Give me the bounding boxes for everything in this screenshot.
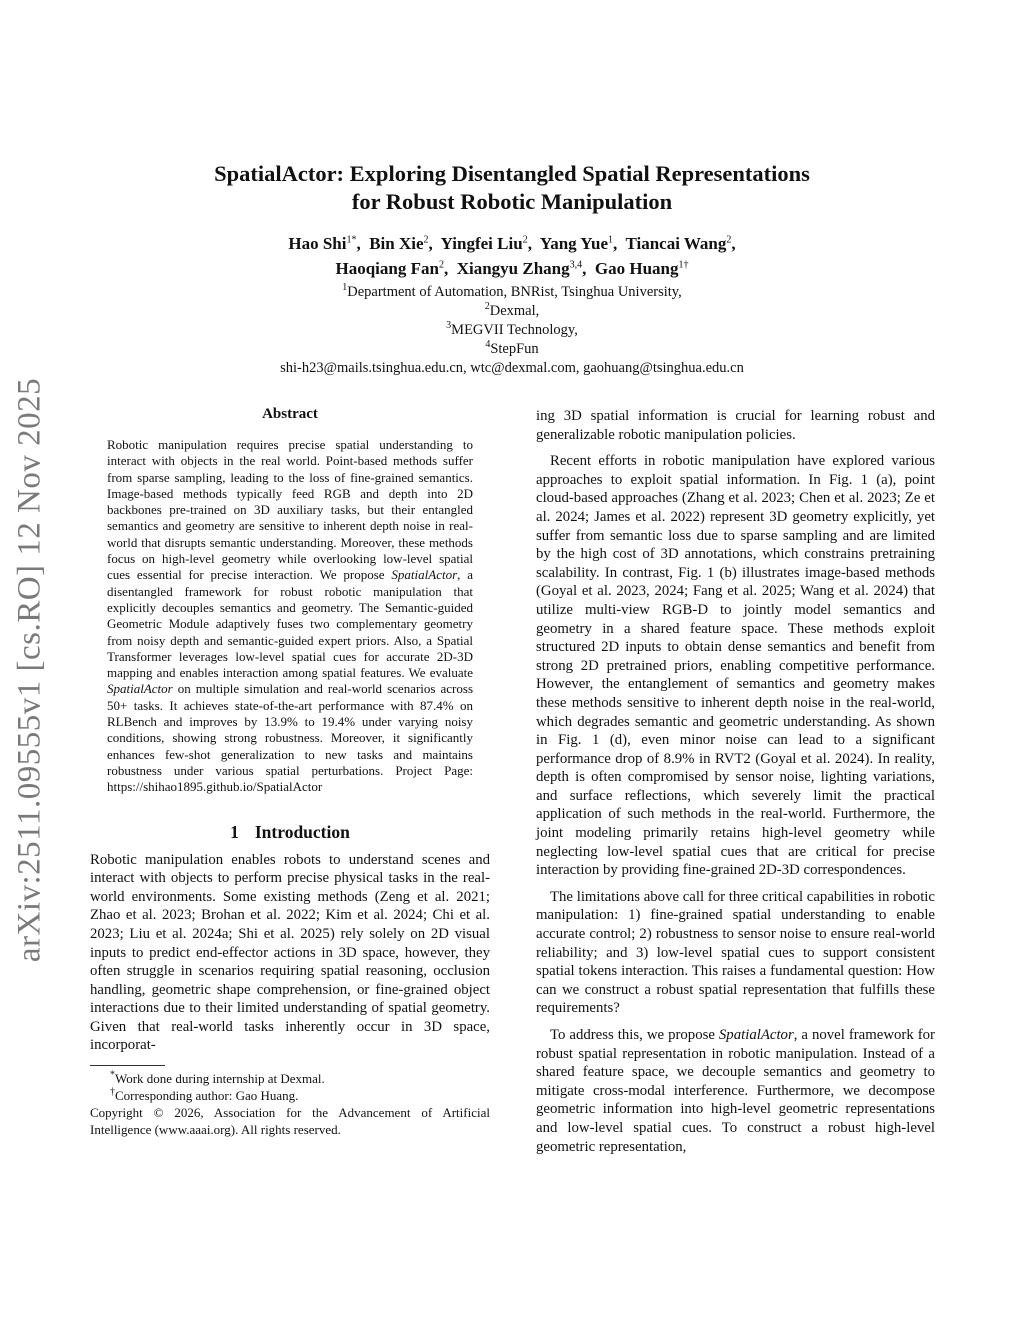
footnote-divider xyxy=(90,1065,165,1066)
author-name: Yang Yue xyxy=(539,234,608,253)
author-name: Haoqiang Fan xyxy=(335,259,439,278)
affiliation: $^3$MEGVII Technology, xyxy=(446,320,578,338)
author-name: Tiancai Wang xyxy=(625,234,727,253)
author-name: Xiangyu Zhang xyxy=(456,259,570,278)
author-sup: 2 xyxy=(438,259,444,271)
author-name: Yingfei Liu xyxy=(440,234,523,253)
section-heading-introduction: 1 Introduction xyxy=(230,821,350,842)
abstract-heading: Abstract xyxy=(262,406,318,422)
abstract-text: Robotic manipulation requires precise spatial understanding to interact with objects in the real world. Point-based methods suffer from sparse sampling, leading to the loss of fine-grained semantics. Image-based methods typically feed RGB and depth into 2D backbones pre-trained on 3D auxiliary tasks, but their entangled semantics and geometry are sensitive to inherent depth noise in real-world that disrupts semantic understanding. Moreover, these methods focus on high-level geometry while overlooking low-level spatial cues essential for precise interaction. We propose SpatialActor, a disentangled framework for robust robotic manipulation that explicitly decouples semantics and geometry. The Semantic-guided Geometric Module adaptively fuses two complementary geometry from noisy depth and semantic-guided expert priors. Also, a Spatial Transformer leverages low-level spatial cues for accurate 2D-3D mapping and enables interaction among spatial features. We evaluate SpatialActor on multiple simulation and real-world scenarios across 50+ tasks. It achieves state-of-the-art performance with 87.4% on RLBench and improves by 13.9% to 19.4% under varying noisy conditions, showing strong robustness. Moreover, it significantly enhances few-shot generalization to new tasks and maintains robustness under various spatial perturbations. Project Page: https://shihao1895.github.io/SpatialActor xyxy=(107,437,473,795)
copyright-notice: Copyright © 2026, Association for the Advancement of Artificial Intelligence (www.aaai.org). All rights reserved. xyxy=(90,1105,490,1138)
affiliation: $^4$StepFun xyxy=(485,339,539,357)
author-name: Gao Huang xyxy=(594,259,679,278)
arxiv-stamp xyxy=(0,370,60,970)
author-sup: 1* xyxy=(346,234,357,246)
author-sup: 1† xyxy=(678,259,689,271)
intro-paragraph-1-cont: ing 3D spatial information is crucial for learning robust and generalizable robotic manipulation policies. xyxy=(536,408,935,443)
author-sup: 1 xyxy=(608,234,613,246)
title-line-2: for Robust Robotic Manipulation xyxy=(351,189,673,214)
intro-paragraph-2: Recent efforts in robotic manipulation have explored various approaches to exploit spatial information. In Fig. 1 (a), point cloud-based approaches (Zhang et al. 2023; Chen et al. 2023; Ze et al. 2024; James et al. 2022) represent 3D geometry explicitly, yet suffer from semantic loss due to sparse sampling and are limited by the high cost of 3D annotations, which constrains pretraining scalability. In contrast, Fig. 1 (b) illustrates image-based methods (Goyal et al. 2023, 2024; Fang et al. 2025; Wang et al. 2024) that utilize multi-view RGB-D to jointly model semantics and geometry in a shared feature space. These methods exploit structured 2D inputs to obtain dense semantics and benefit from strong 2D pretrained priors, enabling competitive performance. However, the entanglement of semantics and geometry makes these methods sensitive to inherent depth noise in the real-world, which degrades semantic and geometric understanding. As shown in Fig. 1 (d), even minor noise can lead to a significant performance drop of 8.9% in RVT2 (Goyal et al. 2024). In reality, depth is often compromised by sensor noise, lighting variations, and surface reflections, which severely limit the practical application of such methods in the real-world. Furthermore, the joint modeling primarily retains high-level geometry while neglecting low-level spatial cues that are critical for precise interaction by providing fine-grained 2D-3D correspondences. xyxy=(536,453,935,879)
affiliation: $^1$Department of Automation, BNRist, Tsinghua University, xyxy=(342,282,682,300)
footnote-1: *Work done during internship at Dexmal. xyxy=(110,1069,325,1087)
author-sup: 2 xyxy=(522,234,528,246)
author-sup: 3,4 xyxy=(569,259,583,271)
author-emails: shi-h23@mails.tsinghua.edu.cn, wtc@dexmal.com, gaohuang@tsinghua.edu.cn xyxy=(280,360,744,376)
intro-paragraph-4: To address this, we propose SpatialActor, a novel framework for robust spatial representation in robotic manipulation. Instead of a shared feature space, we decouple semantics and geometry to mitigate cross-modal interference. Furthermore, we decompose geometric information into high-level geometric representations and low-level spatial cues. To construct a robust high-level geometric representation, xyxy=(536,1027,935,1155)
intro-paragraph-3: The limitations above call for three critical capabilities in robotic manipulation: 1) fine-grained spatial understanding to enable accurate control; 2) robustness to sensor noise to ensure real-world reliability; and 3) low-level spatial cues to support consistent spatial tokens interaction. This raises a fundamental question: How can we construct a robust spatial representation that fulfills these requirements? xyxy=(536,888,935,1017)
author-line-2: Haoqiang Fan$^2$, Xiangyu Zhang$^{3,4}$, Gao Huang$^{1\dagger}$ xyxy=(335,259,689,278)
author-name: Bin Xie xyxy=(369,234,424,253)
author-sup: 2 xyxy=(423,234,429,246)
author-list xyxy=(150,231,874,281)
footnote-2: †Corresponding author: Gao Huang. xyxy=(110,1086,299,1104)
author-line-1: Hao Shi$^{1*}$, Bin Xie$^2$, Yingfei Liu$^2$, Yang Yue$^1$, Tiancai Wang$^2$, xyxy=(288,234,736,253)
arxiv-stamp-text: arXiv:2511.09555v1 [cs.RO] 12 Nov 2025 xyxy=(11,377,48,963)
author-sup: 2 xyxy=(726,234,732,246)
affiliation: $^2$Dexmal, xyxy=(484,301,540,319)
affiliations xyxy=(150,283,874,378)
title-line-1: SpatialActor: Exploring Disentangled Spatial Representations xyxy=(214,161,810,186)
left-column xyxy=(90,406,490,1138)
author-name: Hao Shi xyxy=(288,234,347,253)
paper-title xyxy=(150,160,874,216)
right-column xyxy=(536,407,935,1164)
intro-paragraph-1: Robotic manipulation enables robots to understand scenes and interact with objects to perform precise physical tasks in the real-world environments. Some existing methods (Zeng et al. 2021; Zhao et al. 2023; Brohan et al. 2022; Kim et al. 2024; Chi et al. 2023; Liu et al. 2024a; Shi et al. 2025) rely solely on 2D visual inputs to predict end-effector actions in 3D space, however, they often struggle in scenarios requiring spatial reasoning, occlusion handling, geometric shape comprehension, or fine-grained object interactions due to their limited understanding of spatial geometry. Given that real-world tasks inherently occur in 3D space, incorporat- xyxy=(90,851,490,1054)
